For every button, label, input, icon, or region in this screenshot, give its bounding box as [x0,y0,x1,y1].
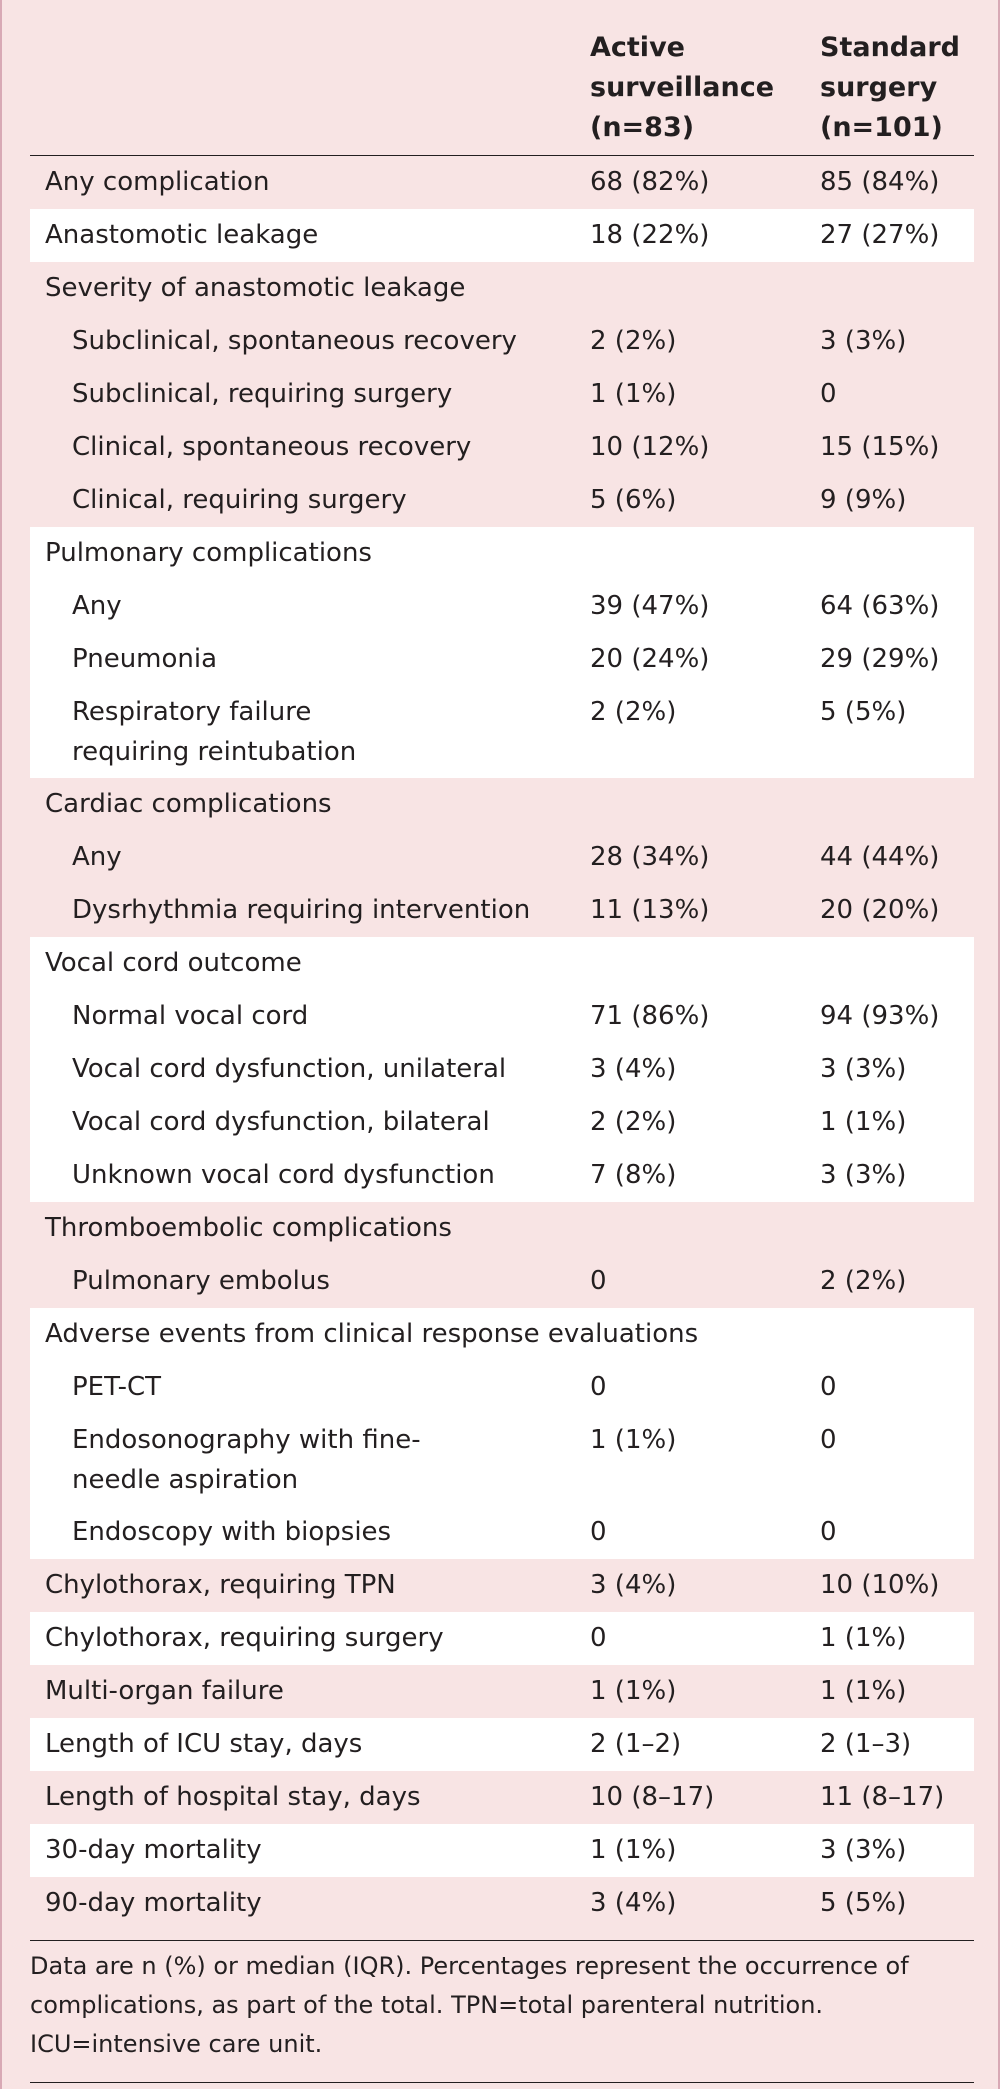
row-label: Chylothorax, requiring TPN [45,1570,396,1600]
column-header-active-surveillance [590,28,774,148]
row-label: Clinical, spontaneous recovery [72,432,472,462]
row-label: Subclinical, spontaneous recovery [72,326,517,356]
cell-active-surveillance: 18 (22%) [590,220,710,250]
table-row [30,1665,974,1718]
table-row [30,633,974,686]
cell-active-surveillance: 39 (47%) [590,591,710,621]
cell-standard-surgery: 3 (3%) [820,1054,907,1084]
cell-standard-surgery: 5 (5%) [820,697,907,727]
cell-standard-surgery: 3 (3%) [820,1160,907,1190]
table-row [30,1414,974,1506]
cell-standard-surgery: 29 (29%) [820,644,940,674]
cell-active-surveillance: 2 (1–2) [590,1729,682,1759]
cell-active-surveillance: 20 (24%) [590,644,710,674]
cell-standard-surgery: 2 (1–3) [820,1729,912,1759]
cell-standard-surgery: 3 (3%) [820,1835,907,1865]
row-label: Cardiac complications [45,789,332,819]
row-label: Pulmonary complications [45,538,372,568]
table-row [30,1559,974,1612]
complications-table [30,28,974,1930]
cell-active-surveillance: 68 (82%) [590,167,710,197]
row-label: Dysrhythmia requiring intervention [72,895,531,925]
cell-active-surveillance: 0 [590,1623,607,1653]
row-label: PET-CT [72,1372,162,1402]
bottom-divider [30,2082,974,2083]
table-row [30,1771,974,1824]
cell-standard-surgery: 1 (1%) [820,1676,907,1706]
row-label: Any [72,591,122,621]
table-row [30,1255,974,1308]
cell-standard-surgery: 10 (10%) [820,1570,940,1600]
table-row-section-heading [30,527,974,580]
row-label: Unknown vocal cord dysfunction [72,1160,495,1190]
table-row-section-heading [30,937,974,990]
row-label: Clinical, requiring surgery [72,485,407,515]
cell-active-surveillance: 11 (13%) [590,895,710,925]
cell-standard-surgery: 27 (27%) [820,220,940,250]
table-row [30,1506,974,1559]
cell-active-surveillance: 0 [590,1372,607,1402]
row-label: Vocal cord outcome [45,948,302,978]
cell-active-surveillance: 3 (4%) [590,1570,677,1600]
row-label: Vocal cord dysfunction, unilateral [72,1054,507,1084]
table-row [30,368,974,421]
column-header-line: (n=83) [590,112,695,143]
table-row [30,884,974,937]
table-row [30,990,974,1043]
row-label: Any [72,842,122,872]
table-row [30,1718,974,1771]
cell-standard-surgery: 1 (1%) [820,1623,907,1653]
table-row [30,315,974,368]
column-header-line: (n=101) [820,112,943,143]
row-label: Adverse events from clinical response evaluations [45,1319,699,1349]
cell-active-surveillance: 2 (2%) [590,1107,677,1137]
cell-standard-surgery: 0 [820,1517,837,1547]
cell-standard-surgery: 64 (63%) [820,591,940,621]
table-row [30,1612,974,1665]
table-row [30,474,974,527]
cell-active-surveillance: 1 (1%) [590,1425,677,1455]
column-header-line: Standard [820,32,960,63]
row-label: Endosonography with fine-needle aspiration [72,1425,421,1495]
row-label: Thromboembolic complications [45,1213,452,1243]
column-header-standard-surgery [820,28,960,148]
cell-active-surveillance: 7 (8%) [590,1160,677,1190]
table-row [30,1361,974,1414]
table-row [30,1824,974,1877]
row-label: Respiratory failure requiring reintubation [72,697,357,767]
column-header-line: Active [590,32,685,63]
row-label: Vocal cord dysfunction, bilateral [72,1107,490,1137]
table-body [30,156,974,1930]
cell-standard-surgery: 3 (3%) [820,326,907,356]
table-row-section-heading [30,1202,974,1255]
cell-active-surveillance: 1 (1%) [590,1676,677,1706]
row-label: 30-day mortality [45,1835,262,1865]
cell-active-surveillance: 2 (2%) [590,326,677,356]
cell-active-surveillance: 71 (86%) [590,1001,710,1031]
table-row [30,1877,974,1930]
row-label: Multi-organ failure [45,1676,284,1706]
table-row [30,156,974,209]
cell-active-surveillance: 1 (1%) [590,1835,677,1865]
table-row [30,1043,974,1096]
cell-standard-surgery: 20 (20%) [820,895,940,925]
cell-active-surveillance: 1 (1%) [590,379,677,409]
row-label: Chylothorax, requiring surgery [45,1623,444,1653]
table-row [30,831,974,884]
cell-standard-surgery: 5 (5%) [820,1888,907,1918]
table-header [30,28,974,156]
cell-active-surveillance: 0 [590,1517,607,1547]
table-row-section-heading [30,778,974,831]
cell-active-surveillance: 0 [590,1266,607,1296]
table-row [30,1149,974,1202]
row-label: Any complication [45,167,270,197]
column-header-line: surveillance [590,72,775,103]
row-label: Endoscopy with biopsies [72,1517,392,1547]
cell-standard-surgery: 0 [820,1372,837,1402]
cell-standard-surgery: 85 (84%) [820,167,940,197]
cell-active-surveillance: 10 (12%) [590,432,710,462]
cell-active-surveillance: 2 (2%) [590,697,677,727]
table-row [30,421,974,474]
row-label: Length of ICU stay, days [45,1729,363,1759]
cell-standard-surgery: 9 (9%) [820,485,907,515]
cell-standard-surgery: 11 (8–17) [820,1782,945,1812]
row-label: Anastomotic leakage [45,220,319,250]
table-footnote: Data are n (%) or median (IQR). Percentages represent the occurrence of complications, as part of the total. TPN=total parenteral nutrition. ICU=intensive care unit. [30,1940,974,2064]
cell-standard-surgery: 44 (44%) [820,842,940,872]
table-row [30,686,974,778]
table-row [30,1096,974,1149]
cell-active-surveillance: 3 (4%) [590,1888,677,1918]
table-row-section-heading [30,1308,974,1361]
cell-standard-surgery: 2 (2%) [820,1266,907,1296]
row-label: Length of hospital stay, days [45,1782,421,1812]
row-label: Pulmonary embolus [72,1266,330,1296]
row-label: Severity of anastomotic leakage [45,273,466,303]
row-label: Subclinical, requiring surgery [72,379,453,409]
cell-active-surveillance: 10 (8–17) [590,1782,715,1812]
row-label: Pneumonia [72,644,218,674]
table-row [30,209,974,262]
cell-active-surveillance: 28 (34%) [590,842,710,872]
table-row [30,580,974,633]
cell-standard-surgery: 94 (93%) [820,1001,940,1031]
cell-standard-surgery: 0 [820,379,837,409]
cell-standard-surgery: 0 [820,1425,837,1455]
cell-active-surveillance: 3 (4%) [590,1054,677,1084]
cell-standard-surgery: 1 (1%) [820,1107,907,1137]
row-label: Normal vocal cord [72,1001,309,1031]
row-label: 90-day mortality [45,1888,262,1918]
column-header-line: surgery [820,72,938,103]
cell-active-surveillance: 5 (6%) [590,485,677,515]
cell-standard-surgery: 15 (15%) [820,432,940,462]
table-row-section-heading [30,262,974,315]
